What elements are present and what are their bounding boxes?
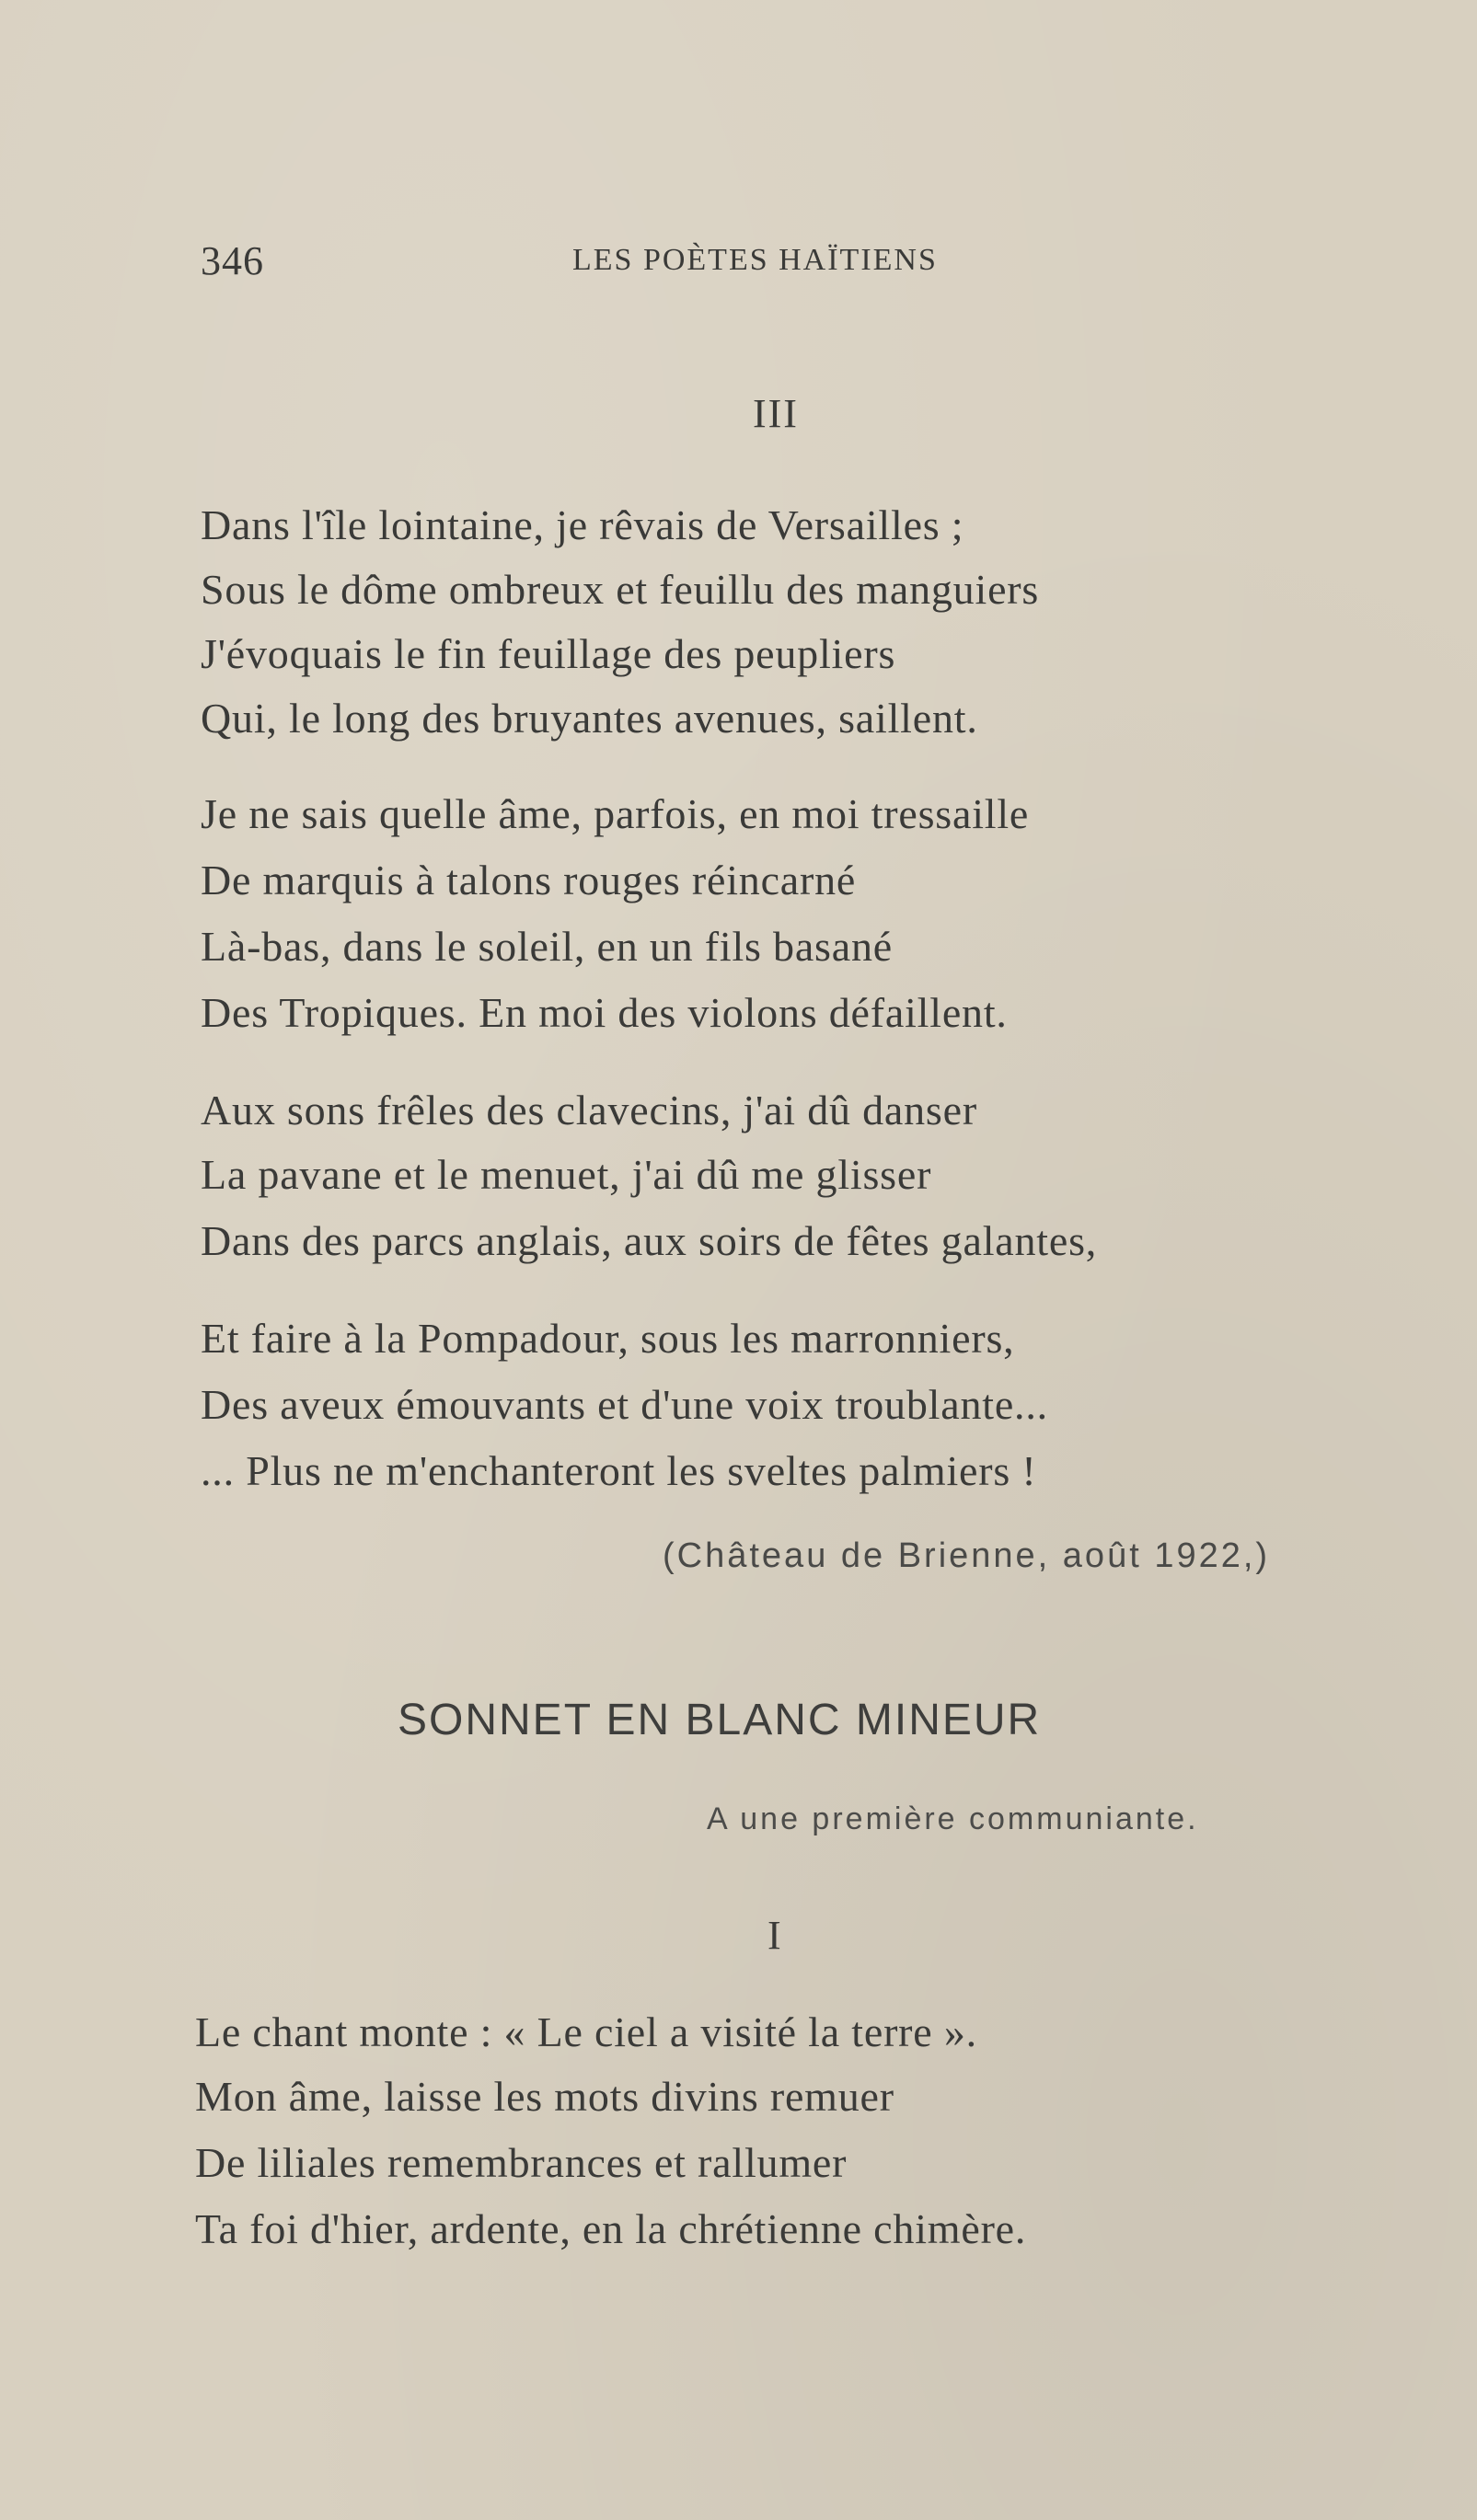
verse-line: Le chant monte : « Le ciel a visité la terre ». [195, 2008, 977, 2055]
verse-line: Je ne sais quelle âme, parfois, en moi tressaille [201, 790, 1030, 837]
verse-line: Qui, le long des bruyantes avenues, saillent. [201, 695, 978, 742]
place-date-signature: (Château de Brienne, août 1922,) [663, 1536, 1271, 1575]
page-number: 346 [201, 238, 264, 283]
verse-line: De liliales remembrances et rallumer [195, 2139, 848, 2186]
verse-line: Mon âme, laisse les mots divins remuer [195, 2073, 894, 2120]
dedication: A une première communiante. [707, 1801, 1199, 1836]
verse-line: Et faire à la Pompadour, sous les marronniers, [201, 1315, 1015, 1362]
verse-line: ... Plus ne m'enchanteront les sveltes palmiers ! [201, 1447, 1037, 1494]
verse-line: Des Tropiques. En moi des violons défaillent. [201, 989, 1008, 1036]
verse-line: J'évoquais le fin feuillage des peupliers [201, 630, 896, 677]
verse-line: Des aveux émouvants et d'une voix troublante... [201, 1381, 1048, 1428]
verse-line: Aux sons frêles des clavecins, j'ai dû danser [201, 1087, 977, 1133]
verse-line: Là-bas, dans le soleil, en un fils basané [201, 923, 893, 970]
section-numeral-iii: III [753, 391, 799, 436]
verse-line: La pavane et le menuet, j'ai dû me glisser [201, 1151, 932, 1198]
section-numeral-i: I [767, 1913, 783, 1958]
verse-line: Dans l'île lointaine, je rêvais de Versailles ; [201, 501, 964, 548]
verse-line: De marquis à talons rouges réincarné [201, 857, 857, 903]
verse-line: Ta foi d'hier, ardente, en la chrétienne chimère. [195, 2205, 1027, 2252]
running-title: LES POÈTES HAÏTIENS [572, 243, 938, 277]
verse-line: Dans des parcs anglais, aux soirs de fêtes galantes, [201, 1217, 1098, 1264]
poem-title: SONNET EN BLANC MINEUR [398, 1696, 1042, 1744]
verse-line: Sous le dôme ombreux et feuillu des manguiers [201, 566, 1040, 613]
